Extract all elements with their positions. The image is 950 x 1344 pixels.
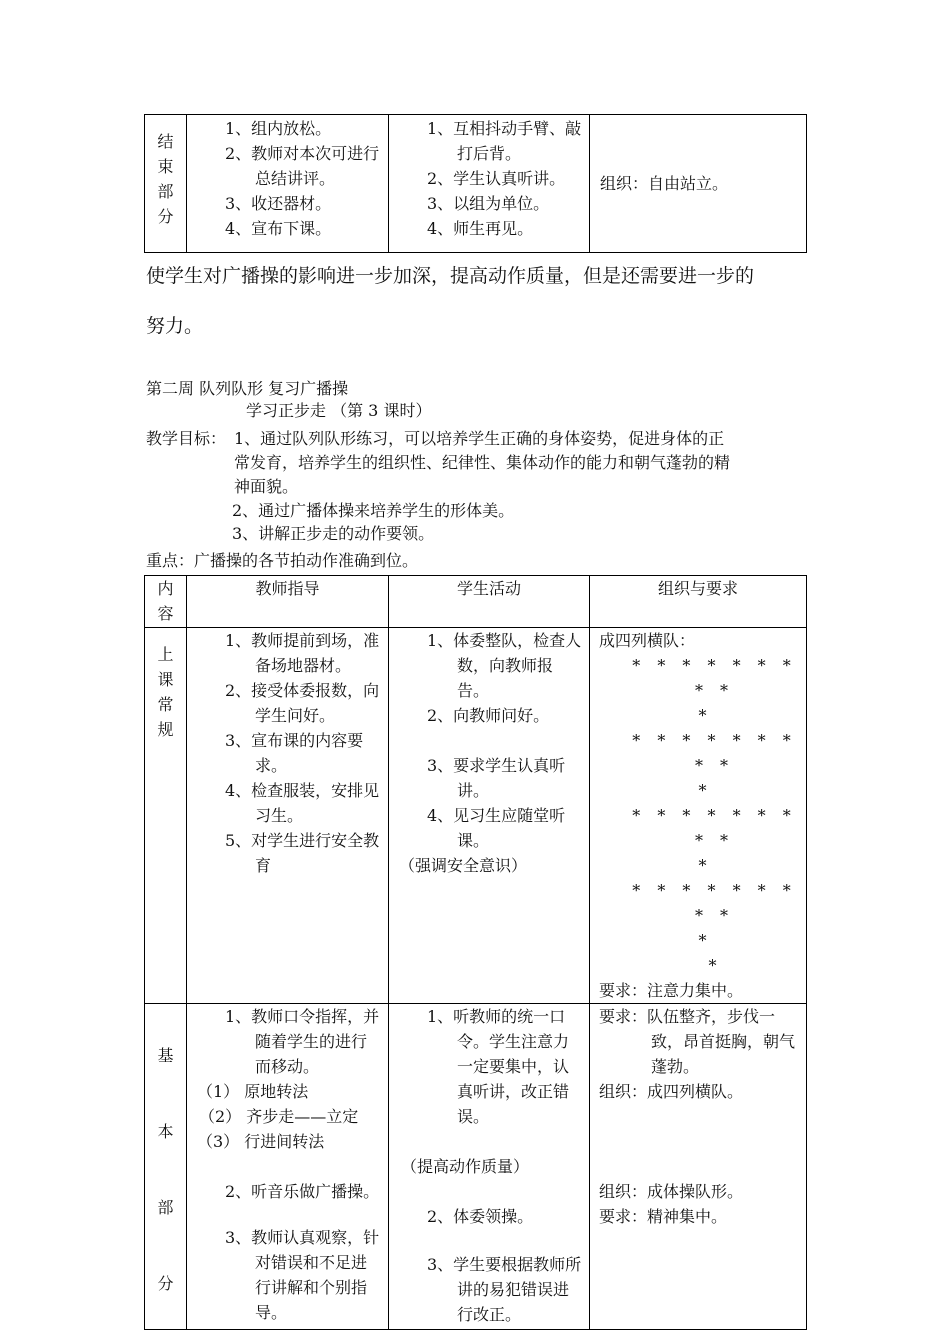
student-activity-cell xyxy=(389,628,590,1004)
organization-cell xyxy=(590,628,807,1004)
requirement-text: 要求：精神集中。 xyxy=(599,1207,728,1226)
organization-text: 组织：成体操队形。 xyxy=(599,1182,744,1201)
header-char: 内 xyxy=(157,579,174,598)
organization-cell xyxy=(590,115,807,253)
list-item: 3、教师认真观察，针对错误和不足进行讲解和个别指导。 xyxy=(225,1228,380,1322)
list-item: 3、宣布课的内容要求。 xyxy=(225,731,364,775)
summary-paragraph-line2: 努力。 xyxy=(146,315,204,337)
list-item: 5、对学生进行安全教育 xyxy=(225,831,380,875)
label-char: 束 xyxy=(157,157,174,176)
list-item: 1、体委整队，检查人数，向教师报告。 xyxy=(427,631,582,700)
label-char: 基 xyxy=(157,1046,174,1065)
key-point: 重点：广播操的各节拍动作准确到位。 xyxy=(146,551,419,570)
header-student: 学生活动 xyxy=(389,576,590,628)
list-item: （强调安全意识） xyxy=(399,856,528,875)
summary-paragraph-line1: 使学生对广播操的影响进一步加深，提高动作质量，但是还需要进一步的 xyxy=(146,265,755,287)
organization-text: 组织：自由站立。 xyxy=(600,174,729,193)
section-label-ending xyxy=(145,115,187,253)
teacher-guidance-cell xyxy=(187,1004,389,1330)
organization-text: 组织：成四列横队。 xyxy=(599,1082,744,1101)
list-item: 4、宣布下课。 xyxy=(225,219,332,238)
student-activity-cell xyxy=(389,1004,590,1330)
sub-item: （2） 齐步走——立定 xyxy=(199,1107,359,1126)
star-row: * * * * * * * * * xyxy=(632,881,797,925)
student-activity-cell xyxy=(389,115,590,253)
list-item: 1、教师口令指挥，并随着学生的进行而移动。 xyxy=(225,1007,380,1076)
label-char: 上 xyxy=(157,645,174,664)
section-label-main xyxy=(145,1004,187,1330)
label-char: 本 xyxy=(157,1122,174,1141)
list-item: 1、互相抖动手臂、敲打后背。 xyxy=(427,119,582,163)
objective-1c: 神面貌。 xyxy=(234,477,299,496)
list-item: 2、教师对本次可进行总结讲评。 xyxy=(225,144,380,188)
table-row-main xyxy=(145,1004,807,1330)
label-char: 部 xyxy=(157,182,174,201)
star-tail: * xyxy=(698,931,707,950)
star-tail: * xyxy=(698,781,707,800)
lesson-subtitle: 学习正步走 （第 3 课时） xyxy=(246,401,432,420)
table-row-routine xyxy=(145,628,807,1004)
label-char: 分 xyxy=(157,207,174,226)
section-label-routine xyxy=(145,628,187,1004)
objective-1b: 常发育，培养学生的组织性、纪律性、集体动作的能力和朝气蓬勃的精 xyxy=(234,453,731,472)
list-item: 1、教师提前到场，准备场地器材。 xyxy=(225,631,380,675)
teacher-guidance-cell xyxy=(187,628,389,1004)
lesson-title: 第二周 队列队形 复习广播操 xyxy=(146,379,349,398)
star-row: * * * * * * * * * xyxy=(632,656,797,700)
star-row: * * * * * * * * * xyxy=(632,731,797,775)
list-item: 2、接受体委报数，向学生问好。 xyxy=(225,681,380,725)
teacher-guidance-cell xyxy=(187,115,389,253)
list-item: （提高动作质量） xyxy=(401,1157,530,1176)
header-content xyxy=(145,576,187,628)
label-char: 课 xyxy=(157,670,174,689)
star-tail: * xyxy=(698,856,707,875)
star-tail: * xyxy=(698,706,707,725)
formation-title: 成四列横队： xyxy=(599,631,696,650)
list-item: 3、收还器材。 xyxy=(225,194,332,213)
objective-3: 3、讲解正步走的动作要领。 xyxy=(232,524,435,543)
list-item: 3、以组为单位。 xyxy=(427,194,550,213)
objective-1a: 1、通过队列队形练习，可以培养学生正确的身体姿势，促进身体的正 xyxy=(234,429,725,448)
teacher-position-star: * xyxy=(708,956,717,975)
list-item: 2、体委领操。 xyxy=(427,1207,534,1226)
header-organization: 组织与要求 xyxy=(590,576,807,628)
list-item: 2、学生认真听讲。 xyxy=(427,169,566,188)
list-item: 4、师生再见。 xyxy=(427,219,534,238)
list-item: 4、见习生应随堂听课。 xyxy=(427,806,566,850)
header-char: 容 xyxy=(157,604,174,623)
list-item: 1、听教师的统一口令。学生注意力一定要集中，认真听讲，改正错误。 xyxy=(427,1007,570,1126)
label-char: 结 xyxy=(157,132,174,151)
lesson-plan-table xyxy=(144,575,807,1330)
label-char: 分 xyxy=(157,1274,174,1293)
header-teacher: 教师指导 xyxy=(187,576,389,628)
star-row: * * * * * * * * * xyxy=(632,806,797,850)
organization-cell xyxy=(590,1004,807,1330)
table-header-row xyxy=(145,576,807,628)
list-item: 3、要求学生认真听讲。 xyxy=(427,756,566,800)
sub-item: （3） 行进间转法 xyxy=(197,1132,325,1151)
list-item: 2、向教师问好。 xyxy=(427,706,550,725)
label-char: 规 xyxy=(157,720,174,739)
ending-section-table xyxy=(144,114,807,253)
label-char: 部 xyxy=(157,1198,174,1217)
objective-label: 教学目标： xyxy=(146,429,227,448)
list-item: 2、听音乐做广播操。 xyxy=(225,1182,380,1201)
requirement-text: 要求：队伍整齐，步伐一致，昂首挺胸，朝气蓬勃。 xyxy=(599,1007,796,1076)
list-item: 3、学生要根据教师所讲的易犯错误进行改正。 xyxy=(427,1255,582,1324)
list-item: 4、检查服装，安排见习生。 xyxy=(225,781,380,825)
requirement-text: 要求：注意力集中。 xyxy=(599,981,744,1000)
sub-item: （1） 原地转法 xyxy=(197,1082,309,1101)
objective-2: 2、通过广播体操来培养学生的形体美。 xyxy=(232,501,515,520)
label-char: 常 xyxy=(157,695,174,714)
list-item: 1、组内放松。 xyxy=(225,119,332,138)
